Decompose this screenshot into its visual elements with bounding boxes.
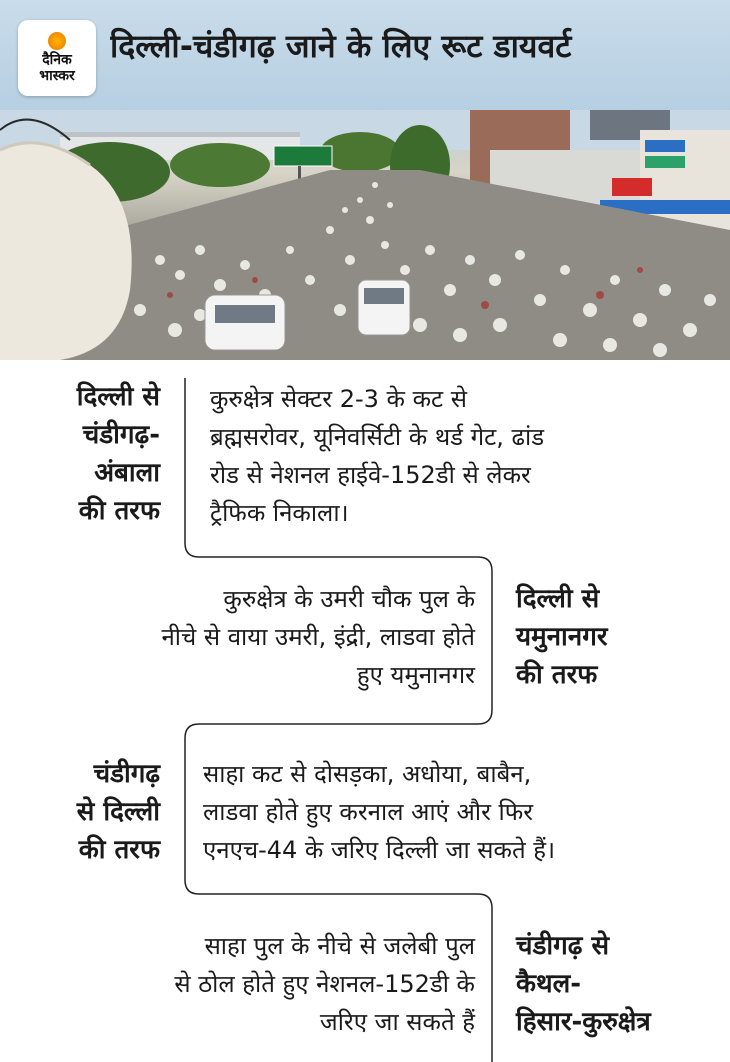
- route-label-line: दिल्ली से: [76, 382, 160, 412]
- route-label-line: से दिल्ली: [76, 797, 160, 827]
- route-description-line: रोड से नेशनल हाईवे-152डी से लेकर: [210, 461, 531, 489]
- route-label-line: चंडीगढ़ से: [516, 931, 610, 961]
- logo-line-1: दैनिक: [42, 52, 72, 68]
- route-label-line: दिल्ली से: [516, 584, 600, 614]
- route-label-4: [516, 927, 726, 1041]
- route-label-2: [516, 580, 726, 694]
- route-description-line: कुरुक्षेत्र सेक्टर 2-3 के कट से: [210, 385, 467, 413]
- route-description-line: एनएच-44 के जरिए दिल्ली जा सकते हैं।: [203, 836, 556, 864]
- header-banner: [0, 0, 730, 110]
- route-section-3: [0, 725, 730, 895]
- route-description-line: नीचे से वाया उमरी, इंद्री, लाडवा होते: [161, 623, 475, 651]
- crowd-photo-illustration: [0, 110, 730, 360]
- route-label-line: की तरफ: [516, 660, 598, 690]
- route-label-line: की तरफ: [78, 835, 160, 865]
- route-description-line: ट्रैफिक निकाला।: [210, 499, 349, 527]
- route-description-line: लाडवा होते हुए करनाल आएं और फिर: [203, 798, 534, 826]
- route-label-3: [10, 755, 160, 869]
- route-label-1: [10, 378, 160, 530]
- route-label-line: चंडीगढ़: [93, 759, 160, 789]
- route-section-4: [0, 893, 730, 1062]
- route-label-line: हिसार-कुरुक्षेत्र: [516, 1007, 651, 1037]
- route-description-line: ब्रह्मसरोवर, यूनिवर्सिटी के थर्ड गेट, ढांड: [210, 423, 545, 451]
- dainik-bhaskar-logo: [18, 20, 96, 96]
- route-description-4: [15, 927, 475, 1041]
- route-label-line: यमुनानगर: [516, 622, 608, 652]
- route-label-line: कैथल-: [516, 969, 582, 999]
- route-description-2: [15, 580, 475, 694]
- route-description-1: [210, 380, 725, 532]
- route-description-line: जरिए जा सकते हैं: [319, 1008, 475, 1036]
- route-description-line: साहा कट से दोसड़का, अधोया, बाबैन,: [203, 760, 532, 788]
- route-description-line: से ठोल होते हुए नेशनल-152डी के: [174, 970, 475, 998]
- route-section-1: [0, 360, 730, 560]
- route-label-line: चंडीगढ़-: [82, 420, 160, 450]
- route-description-line: हुए यमुनानगर: [356, 661, 475, 689]
- crowd-photo: [0, 110, 730, 360]
- route-label-line: की तरफ: [78, 496, 160, 526]
- route-description-line: साहा पुल के नीचे से जलेबी पुल: [204, 932, 475, 960]
- route-description-line: कुरुक्षेत्र के उमरी चौक पुल के: [223, 585, 475, 613]
- sun-icon: [48, 32, 66, 50]
- route-section-2: [0, 560, 730, 725]
- logo-line-2: भास्कर: [39, 68, 75, 84]
- route-label-line: अंबाला: [94, 458, 160, 488]
- route-description-3: [203, 755, 728, 869]
- page-title: दिल्ली-चंडीगढ़ जाने के लिए रूट डायवर्ट: [110, 27, 572, 65]
